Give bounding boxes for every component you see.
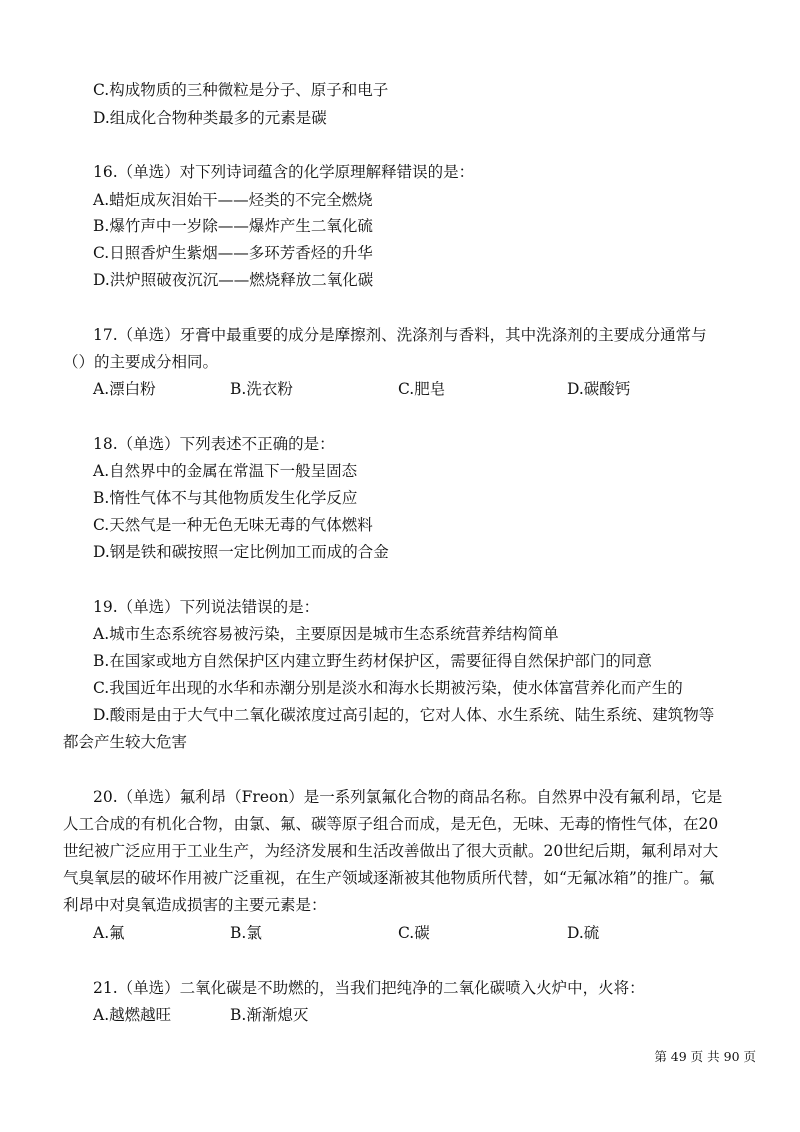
- q20-stem-line3: 世纪被广泛应用于工业生产，为经济发展和生活改善做出了很大贡献。20世纪后期，氟利昂对大: [63, 842, 719, 860]
- q17-stem-line1: 17.（单选）牙膏中最重要的成分是摩擦剂、洗涤剂与香料，其中洗涤剂的主要成分通常与: [93, 326, 707, 344]
- q17-option-c: C.肥皂: [398, 380, 446, 398]
- q16-option-b: B.爆竹声中一岁除——爆炸产生二氧化硫: [93, 217, 373, 235]
- q19-option-b: B.在国家或地方自然保护区内建立野生药材保护区，需要征得自然保护部门的同意: [93, 652, 652, 670]
- q20-option-d: D.硫: [567, 924, 600, 942]
- q20-option-c: C.碳: [398, 924, 430, 942]
- q20-option-a: A.氟: [93, 924, 125, 942]
- q20-stem-line4: 气臭氧层的破坏作用被广泛重视，在生产领域逐渐被其他物质所代替，如“无氟冰箱”的推广。氟: [63, 869, 715, 887]
- q20-options: [0, 922, 800, 944]
- q16-option-c: C.日照香炉生紫烟——多环芳香烃的升华: [93, 244, 373, 262]
- q20-stem-line2: 人工合成的有机化合物，由氯、氟、碳等原子组合而成，是无色，无味、无毒的惰性气体，在20: [63, 815, 719, 833]
- q19-stem: 19.（单选）下列说法错误的是：: [93, 598, 320, 616]
- q17-option-d: D.碳酸钙: [567, 380, 631, 398]
- q17-option-b: B.洗衣粉: [230, 380, 293, 398]
- q19-option-d-line2: 都会产生较大危害: [63, 733, 188, 751]
- q17-stem-line2: （）的主要成分相同。: [63, 353, 219, 371]
- q20-option-b: B.氯: [230, 924, 262, 942]
- q17-options: [0, 378, 800, 400]
- q18-option-b: B.惰性气体不与其他物质发生化学反应: [93, 489, 358, 507]
- page-number: 第 49 页 共 90 页: [654, 1049, 756, 1064]
- q20-stem-line1: 20.（单选）氟利昂（Freon）是一系列氯氟化合物的商品名称。自然界中没有氟利昂，它是: [93, 788, 723, 806]
- q16-option-a: A.蜡炬成灰泪始干——烃类的不完全燃烧: [93, 191, 373, 209]
- prev-option-c: C.构成物质的三种微粒是分子、原子和电子: [93, 81, 389, 99]
- q19-option-c: C.我国近年出现的水华和赤潮分别是淡水和海水长期被污染，使水体富营养化而产生的: [93, 679, 683, 697]
- q16-option-d: D.洪炉照破夜沉沉——燃烧释放二氧化碳: [93, 271, 374, 289]
- q18-option-d: D.钢是铁和碳按照一定比例加工而成的合金: [93, 543, 389, 561]
- q19-option-d-line1: D.酸雨是由于大气中二氧化碳浓度过高引起的，它对人体、水生系统、陆生系统、建筑物等: [93, 706, 715, 724]
- q17-option-a: A.漂白粉: [93, 380, 156, 398]
- q18-option-c: C.天然气是一种无色无味无毒的气体燃料: [93, 516, 373, 534]
- q18-stem: 18.（单选）下列表述不正确的是：: [93, 435, 335, 453]
- q21-option-b: B.渐渐熄灭: [230, 1006, 309, 1024]
- q18-option-a: A.自然界中的金属在常温下一般呈固态: [93, 462, 358, 480]
- prev-option-d: D.组成化合物种类最多的元素是碳: [93, 109, 327, 127]
- q21-option-a: A.越燃越旺: [93, 1006, 172, 1024]
- q21-stem: 21.（单选）二氧化碳是不助燃的，当我们把纯净的二氧化碳喷入火炉中，火将：: [93, 979, 645, 997]
- q20-stem-line5: 利昂中对臭氧造成损害的主要元素是：: [63, 896, 327, 914]
- q16-stem: 16.（单选）对下列诗词蕴含的化学原理解释错误的是：: [93, 163, 475, 181]
- q19-option-a: A.城市生态系统容易被污染，主要原因是城市生态系统营养结构简单: [93, 625, 559, 643]
- q21-options: [0, 1004, 800, 1026]
